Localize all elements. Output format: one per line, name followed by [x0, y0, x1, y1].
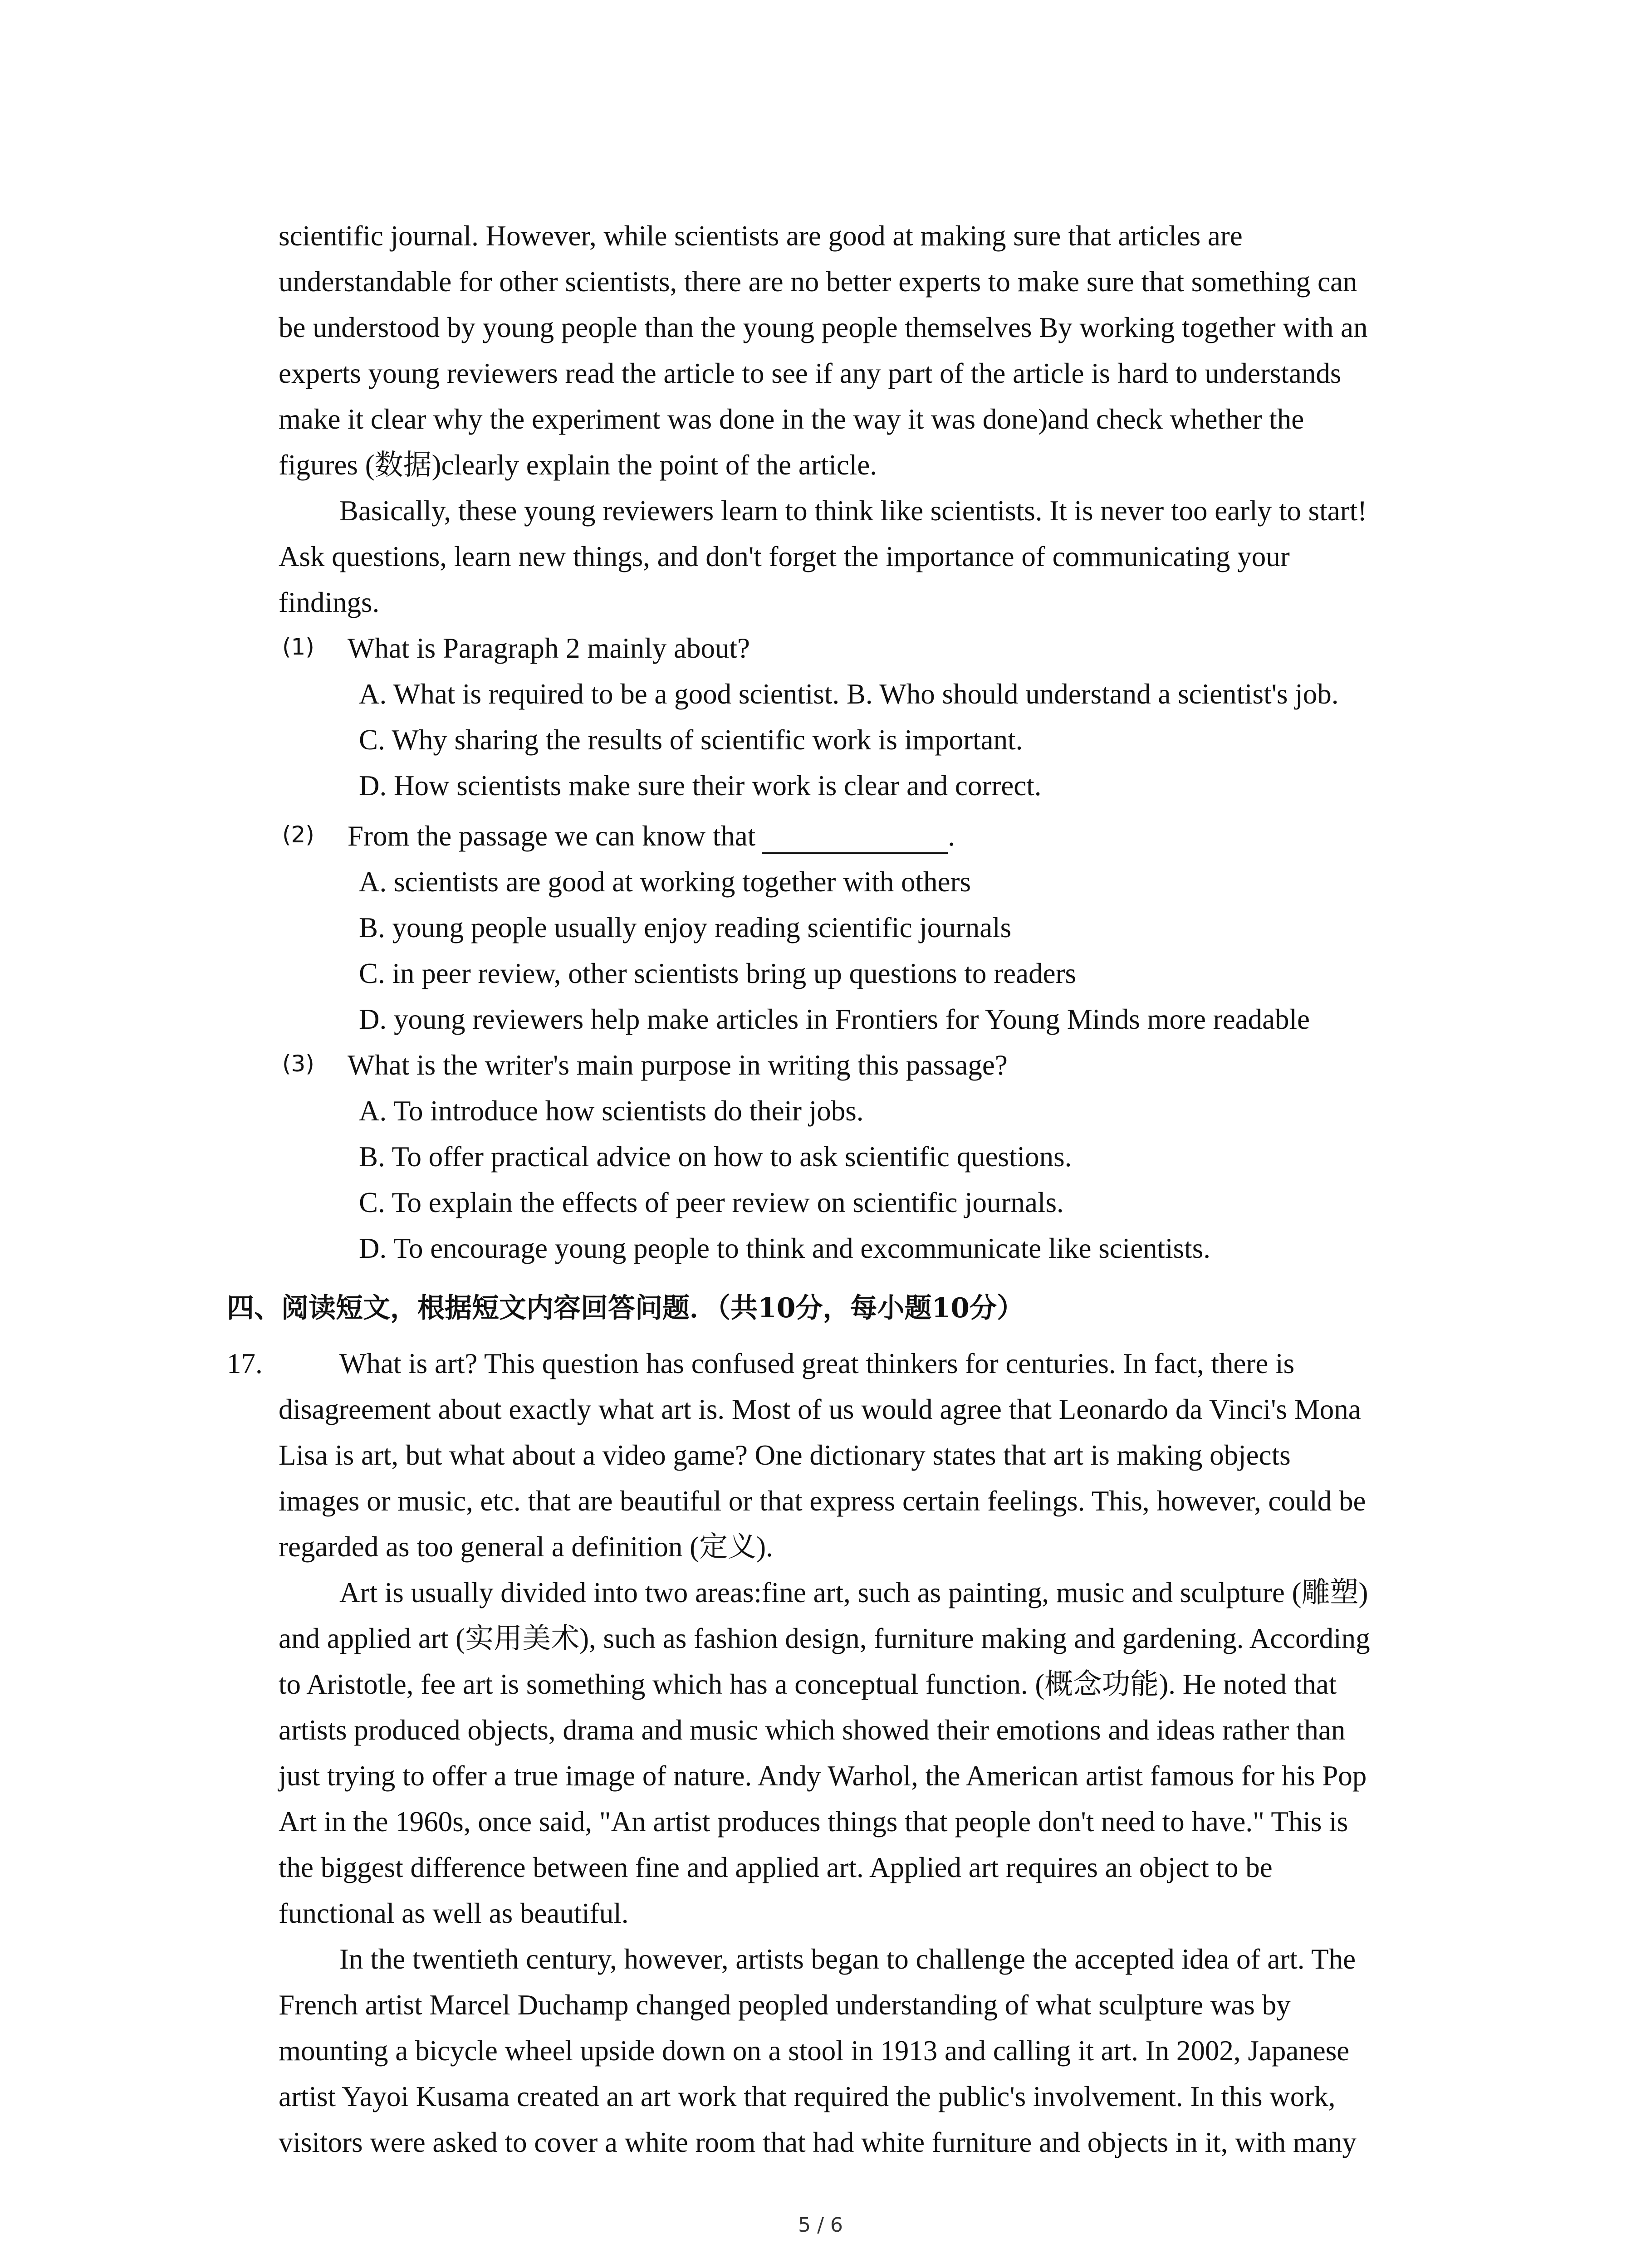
- answer-blank[interactable]: [762, 824, 948, 854]
- question-number: (2): [282, 821, 314, 848]
- question-number: (3): [282, 1051, 314, 1077]
- passage-line: the biggest difference between fine and applied art. Applied art requires an object to be: [279, 1852, 1273, 1883]
- question-number: (1): [282, 634, 314, 660]
- passage-line: Art is usually divided into two areas:fine art, such as painting, music and sculpture (雕塑): [339, 1577, 1368, 1608]
- answer-option: A. scientists are good at working together with others: [359, 866, 971, 898]
- passage-line: functional as well as beautiful.: [279, 1897, 629, 1929]
- question-number: 17.: [227, 1348, 263, 1379]
- passage-line: regarded as too general a definition (定义).: [279, 1531, 773, 1563]
- answer-option: D. How scientists make sure their work is clear and correct.: [359, 770, 1042, 802]
- question-stem: From the passage we can know that: [348, 820, 756, 852]
- answer-option: D. To encourage young people to think and excommunicate like scientists.: [359, 1232, 1210, 1264]
- answer-option: C. in peer review, other scientists bring up questions to readers: [359, 958, 1077, 989]
- passage-line: Ask questions, learn new things, and don't forget the importance of communicating your: [279, 541, 1290, 572]
- passage-line: Lisa is art, but what about a video game? One dictionary states that art is making objects: [279, 1439, 1291, 1471]
- answer-option: B. To offer practical advice on how to ask scientific questions.: [359, 1141, 1072, 1173]
- passage-line: scientific journal. However, while scientists are good at making sure that articles are: [279, 220, 1243, 252]
- passage-line: disagreement about exactly what art is. Most of us would agree that Leonardo da Vinci's Mona: [279, 1393, 1361, 1425]
- passage-line: French artist Marcel Duchamp changed peopled understanding of what sculpture was by: [279, 1989, 1291, 2021]
- answer-option: D. young reviewers help make articles in Frontiers for Young Minds more readable: [359, 1003, 1310, 1035]
- answer-option: A. To introduce how scientists do their jobs.: [359, 1095, 864, 1127]
- passage-line: mounting a bicycle wheel upside down on a stool in 1913 and calling it art. In 2002, Japanese: [279, 2035, 1350, 2067]
- question-stem-row: [348, 818, 955, 854]
- passage-line: experts young reviewers read the article to see if any part of the article is hard to understands: [279, 357, 1342, 389]
- section-heading: 四、阅读短文，根据短文内容回答问题．（共10分，每小题10分）: [227, 1292, 1024, 1324]
- answer-option: A. What is required to be a good scientist. B. Who should understand a scientist's job.: [359, 678, 1339, 710]
- passage-line: What is art? This question has confused great thinkers for centuries. In fact, there is: [339, 1348, 1295, 1379]
- answer-option: C. Why sharing the results of scientific work is important.: [359, 724, 1023, 756]
- passage-line: visitors were asked to cover a white room that had white furniture and objects in it, with many: [279, 2126, 1357, 2158]
- answer-option: C. To explain the effects of peer review on scientific journals.: [359, 1187, 1064, 1218]
- passage-line: images or music, etc. that are beautiful or that express certain feelings. This, however, could be: [279, 1485, 1366, 1517]
- passage-line: In the twentieth century, however, artists began to challenge the accepted idea of art. The: [339, 1943, 1356, 1975]
- passage-line: and applied art (实用美术), such as fashion design, furniture making and gardening. According: [279, 1623, 1370, 1654]
- passage-line: figures (数据)clearly explain the point of the article.: [279, 449, 877, 481]
- passage-line: findings.: [279, 587, 380, 618]
- passage-line: make it clear why the experiment was done in the way it was done)and check whether the: [279, 403, 1304, 435]
- passage-line: just trying to offer a true image of nature. Andy Warhol, the American artist famous for his Pop: [279, 1760, 1367, 1792]
- passage-line: to Aristotle, fee art is something which has a conceptual function. (概念功能). He noted that: [279, 1668, 1337, 1700]
- passage-line: artists produced objects, drama and music which showed their emotions and ideas rather than: [279, 1714, 1346, 1746]
- page-indicator: 5 / 6: [798, 2214, 843, 2237]
- answer-option: B. young people usually enjoy reading scientific journals: [359, 912, 1012, 943]
- question-stem: What is Paragraph 2 mainly about?: [348, 632, 750, 664]
- question-stem-end: .: [948, 820, 955, 852]
- passage-line: artist Yayoi Kusama created an art work that required the public's involvement. In this work,: [279, 2081, 1336, 2112]
- passage-line: understandable for other scientists, there are no better experts to make sure that something can: [279, 266, 1357, 298]
- passage-line: be understood by young people than the young people themselves By working together with an: [279, 312, 1368, 343]
- passage-line: Art in the 1960s, once said, "An artist produces things that people don't need to have." This is: [279, 1806, 1348, 1838]
- question-stem: What is the writer's main purpose in writing this passage?: [348, 1049, 1008, 1081]
- passage-line: Basically, these young reviewers learn to think like scientists. It is never too early to start!: [339, 495, 1367, 527]
